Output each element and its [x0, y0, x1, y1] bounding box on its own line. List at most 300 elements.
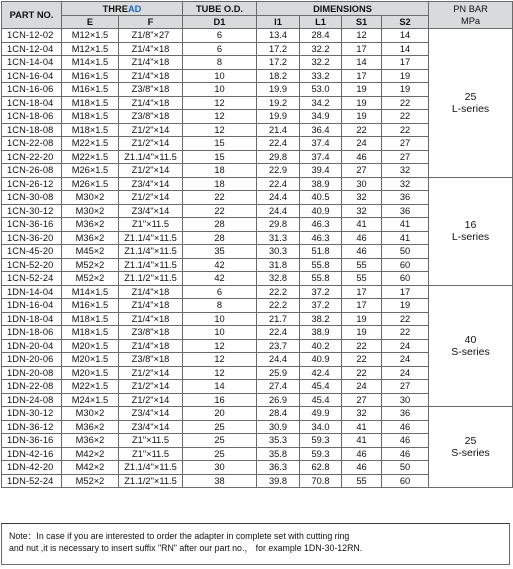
- cell-tube-od: 35: [183, 245, 257, 259]
- cell-thread-e: M16×1.5: [62, 83, 119, 97]
- header-tube-od: TUBE O.D.: [183, 2, 257, 16]
- cell-dim-s1: 22: [342, 123, 382, 137]
- cell-thread-e: M42×2: [62, 461, 119, 475]
- pressure-group: [2, 407, 513, 488]
- cell-part-no: 1CN-18-08: [2, 123, 62, 137]
- cell-thread-e: M20×1.5: [62, 353, 119, 367]
- cell-thread-e: M24×1.5: [62, 393, 119, 407]
- cell-dim-s2: 22: [382, 312, 429, 326]
- cell-tube-od: 28: [183, 231, 257, 245]
- cell-dim-l1-large: 40.5: [300, 191, 342, 205]
- cell-dim-l1-small: 29.8: [257, 150, 300, 164]
- cell-dim-l1-small: 36.3: [257, 461, 300, 475]
- cell-dim-l1-large: 51.8: [300, 245, 342, 259]
- cell-dim-s2: 19: [382, 69, 429, 83]
- cell-dim-l1-large: 37.4: [300, 137, 342, 151]
- cell-thread-f: Z1"×11.5: [119, 218, 183, 232]
- cell-dim-l1-large: 45.4: [300, 380, 342, 394]
- cell-thread-e: M30×2: [62, 204, 119, 218]
- cell-part-no: 1CN-30-08: [2, 191, 62, 205]
- cell-dim-s1: 30: [342, 177, 382, 191]
- cell-thread-f: Z1.1/4"×11.5: [119, 245, 183, 259]
- cell-dim-s2: 30: [382, 393, 429, 407]
- cell-thread-e: M26×1.5: [62, 164, 119, 178]
- cell-tube-od: 12: [183, 353, 257, 367]
- cell-dim-l1-small: 32.8: [257, 272, 300, 286]
- table-row: [2, 29, 513, 43]
- cell-dim-s1: 32: [342, 191, 382, 205]
- header-pn-bar: [429, 2, 513, 29]
- adapter-spec-table: [1, 1, 513, 488]
- cell-thread-f: Z3/8"×18: [119, 353, 183, 367]
- cell-dim-l1-large: 32.2: [300, 56, 342, 70]
- pn-series-label: S-series: [451, 447, 490, 459]
- cell-dim-l1-small: 26.9: [257, 393, 300, 407]
- pn-rating-cell: [429, 407, 513, 488]
- cell-dim-s2: 46: [382, 447, 429, 461]
- cell-dim-l1-small: 35.3: [257, 434, 300, 448]
- cell-tube-od: 14: [183, 380, 257, 394]
- cell-thread-e: M52×2: [62, 272, 119, 286]
- pn-series-label: L-series: [451, 231, 490, 243]
- cell-dim-s1: 22: [342, 366, 382, 380]
- cell-dim-l1-large: 59.3: [300, 447, 342, 461]
- cell-dim-l1-small: 24.4: [257, 204, 300, 218]
- cell-dim-s1: 22: [342, 353, 382, 367]
- cell-dim-s1: 12: [342, 29, 382, 43]
- table-row: [2, 177, 513, 191]
- pn-series-label: L-series: [451, 102, 490, 115]
- cell-dim-s2: 17: [382, 56, 429, 70]
- cell-dim-l1-small: 22.4: [257, 326, 300, 340]
- cell-thread-f: Z1/2"×14: [119, 123, 183, 137]
- cell-thread-e: M20×1.5: [62, 339, 119, 353]
- cell-tube-od: 38: [183, 474, 257, 488]
- header-thread-prefix: THRE: [102, 3, 128, 14]
- cell-part-no: 1DN-22-08: [2, 380, 62, 394]
- cell-part-no: 1CN-52-24: [2, 272, 62, 286]
- cell-dim-s1: 46: [342, 245, 382, 259]
- cell-tube-od: 15: [183, 137, 257, 151]
- cell-thread-f: Z1/4"×18: [119, 339, 183, 353]
- cell-dim-s1: 17: [342, 285, 382, 299]
- cell-tube-od: 6: [183, 42, 257, 56]
- cell-tube-od: 22: [183, 191, 257, 205]
- cell-dim-s1: 46: [342, 447, 382, 461]
- cell-tube-od: 12: [183, 123, 257, 137]
- header-dimensions: DIMENSIONS: [257, 2, 429, 16]
- header-sub-d1: D1: [183, 16, 257, 29]
- cell-thread-e: M22×1.5: [62, 150, 119, 164]
- cell-dim-s2: 19: [382, 83, 429, 97]
- cell-dim-s2: 22: [382, 110, 429, 124]
- cell-thread-e: M30×2: [62, 407, 119, 421]
- cell-dim-s2: 60: [382, 474, 429, 488]
- header-sub-l1-large: L1: [300, 16, 342, 29]
- cell-dim-s1: 19: [342, 110, 382, 124]
- cell-thread-f: Z3/8"×18: [119, 110, 183, 124]
- cell-dim-s1: 24: [342, 380, 382, 394]
- cell-dim-l1-large: 53.0: [300, 83, 342, 97]
- cell-thread-f: Z1.1/4"×11.5: [119, 258, 183, 272]
- cell-dim-s1: 27: [342, 164, 382, 178]
- cell-dim-s2: 32: [382, 164, 429, 178]
- cell-dim-l1-large: 49.9: [300, 407, 342, 421]
- cell-thread-e: M16×1.5: [62, 69, 119, 83]
- cell-tube-od: 10: [183, 69, 257, 83]
- cell-thread-e: M36×2: [62, 218, 119, 232]
- cell-dim-s2: 14: [382, 29, 429, 43]
- cell-thread-e: M18×1.5: [62, 123, 119, 137]
- cell-dim-l1-small: 19.9: [257, 83, 300, 97]
- cell-dim-s1: 41: [342, 420, 382, 434]
- cell-dim-l1-small: 21.4: [257, 123, 300, 137]
- cell-dim-l1-large: 34.2: [300, 96, 342, 110]
- cell-part-no: 1DN-36-16: [2, 434, 62, 448]
- cell-dim-l1-small: 18.2: [257, 69, 300, 83]
- cell-thread-f: Z3/8"×18: [119, 326, 183, 340]
- cell-thread-f: Z1/4"×18: [119, 42, 183, 56]
- cell-thread-f: Z1.1/4"×11.5: [119, 231, 183, 245]
- cell-dim-l1-small: 22.2: [257, 299, 300, 313]
- cell-dim-l1-large: 28.4: [300, 29, 342, 43]
- cell-tube-od: 18: [183, 177, 257, 191]
- cell-tube-od: 12: [183, 110, 257, 124]
- cell-thread-e: M18×1.5: [62, 110, 119, 124]
- cell-dim-l1-large: 37.4: [300, 150, 342, 164]
- cell-dim-s2: 27: [382, 150, 429, 164]
- cell-dim-s2: 22: [382, 326, 429, 340]
- cell-part-no: 1CN-30-12: [2, 204, 62, 218]
- cell-tube-od: 8: [183, 299, 257, 313]
- cell-part-no: 1DN-24-08: [2, 393, 62, 407]
- cell-dim-l1-large: 46.3: [300, 231, 342, 245]
- cell-tube-od: 15: [183, 150, 257, 164]
- cell-tube-od: 16: [183, 393, 257, 407]
- cell-tube-od: 8: [183, 56, 257, 70]
- cell-thread-e: M52×2: [62, 258, 119, 272]
- table-header: [2, 2, 513, 29]
- cell-part-no: 1DN-18-04: [2, 312, 62, 326]
- cell-dim-s2: 22: [382, 96, 429, 110]
- cell-tube-od: 25: [183, 434, 257, 448]
- cell-dim-l1-small: 30.3: [257, 245, 300, 259]
- cell-tube-od: 42: [183, 258, 257, 272]
- cell-dim-s1: 46: [342, 150, 382, 164]
- cell-dim-s2: 60: [382, 272, 429, 286]
- cell-dim-l1-small: 28.4: [257, 407, 300, 421]
- cell-thread-f: Z1/4"×18: [119, 285, 183, 299]
- cell-dim-s1: 14: [342, 56, 382, 70]
- cell-part-no: 1CN-22-08: [2, 137, 62, 151]
- cell-part-no: 1DN-42-16: [2, 447, 62, 461]
- cell-dim-s2: 32: [382, 177, 429, 191]
- cell-tube-od: 25: [183, 420, 257, 434]
- cell-dim-l1-large: 37.2: [300, 285, 342, 299]
- pn-rating-cell: [429, 177, 513, 285]
- cell-dim-l1-small: 24.4: [257, 353, 300, 367]
- header-thread: [62, 2, 183, 16]
- cell-thread-f: Z1/4"×18: [119, 69, 183, 83]
- cell-thread-e: M30×2: [62, 191, 119, 205]
- cell-dim-l1-small: 19.2: [257, 96, 300, 110]
- cell-thread-f: Z1/4"×18: [119, 96, 183, 110]
- cell-dim-s2: 46: [382, 434, 429, 448]
- cell-dim-s2: 19: [382, 299, 429, 313]
- cell-thread-e: M18×1.5: [62, 326, 119, 340]
- cell-tube-od: 10: [183, 326, 257, 340]
- cell-tube-od: 12: [183, 96, 257, 110]
- cell-dim-s1: 17: [342, 299, 382, 313]
- order-note-line-2: and nut ,it is necessary to insert suffix "RN" after our part no.， for example 1DN-30-12RN.: [9, 543, 363, 553]
- cell-dim-s2: 24: [382, 353, 429, 367]
- pn-rating-value: 25: [464, 435, 477, 447]
- cell-dim-l1-large: 38.9: [300, 177, 342, 191]
- cell-dim-s2: 50: [382, 245, 429, 259]
- cell-dim-l1-small: 31.3: [257, 231, 300, 245]
- cell-dim-s2: 17: [382, 285, 429, 299]
- cell-part-no: 1CN-52-20: [2, 258, 62, 272]
- cell-thread-e: M52×2: [62, 474, 119, 488]
- cell-dim-l1-large: 34.0: [300, 420, 342, 434]
- cell-dim-l1-small: 23.7: [257, 339, 300, 353]
- cell-dim-l1-large: 62.8: [300, 461, 342, 475]
- cell-dim-l1-large: 39.4: [300, 164, 342, 178]
- cell-thread-f: Z3/8"×18: [119, 83, 183, 97]
- cell-thread-f: Z1"×11.5: [119, 434, 183, 448]
- cell-thread-f: Z1.1/2"×11.5: [119, 272, 183, 286]
- cell-thread-e: M45×2: [62, 245, 119, 259]
- cell-dim-l1-large: 46.3: [300, 218, 342, 232]
- cell-thread-e: M12×1.5: [62, 42, 119, 56]
- cell-dim-l1-large: 55.8: [300, 258, 342, 272]
- cell-dim-l1-small: 22.2: [257, 285, 300, 299]
- cell-part-no: 1CN-16-06: [2, 83, 62, 97]
- cell-part-no: 1DN-18-06: [2, 326, 62, 340]
- cell-part-no: 1DN-36-12: [2, 420, 62, 434]
- order-note-line-1: Note：In case if you are interested to order the adapter in complete set with cutting ring: [9, 531, 350, 541]
- cell-dim-l1-small: 25.9: [257, 366, 300, 380]
- cell-part-no: 1CN-12-04: [2, 42, 62, 56]
- pressure-group: [2, 177, 513, 285]
- cell-dim-s1: 17: [342, 42, 382, 56]
- cell-dim-s2: 27: [382, 137, 429, 151]
- cell-dim-l1-large: 38.9: [300, 326, 342, 340]
- cell-part-no: 1DN-20-06: [2, 353, 62, 367]
- cell-thread-f: Z1/2"×14: [119, 191, 183, 205]
- cell-dim-l1-small: 24.4: [257, 191, 300, 205]
- cell-dim-l1-small: 13.4: [257, 29, 300, 43]
- cell-thread-e: M36×2: [62, 231, 119, 245]
- cell-tube-od: 6: [183, 285, 257, 299]
- cell-thread-f: Z3/4"×14: [119, 204, 183, 218]
- cell-part-no: 1DN-14-04: [2, 285, 62, 299]
- cell-dim-s2: 41: [382, 231, 429, 245]
- cell-dim-s1: 55: [342, 272, 382, 286]
- cell-tube-od: 25: [183, 447, 257, 461]
- cell-thread-e: M26×1.5: [62, 177, 119, 191]
- cell-dim-s1: 41: [342, 218, 382, 232]
- cell-dim-l1-small: 31.8: [257, 258, 300, 272]
- cell-tube-od: 10: [183, 83, 257, 97]
- cell-dim-s2: 14: [382, 42, 429, 56]
- cell-dim-l1-large: 38.2: [300, 312, 342, 326]
- pn-rating-cell: [429, 285, 513, 407]
- cell-tube-od: 42: [183, 272, 257, 286]
- cell-thread-f: Z1/2"×14: [119, 380, 183, 394]
- cell-tube-od: 12: [183, 366, 257, 380]
- cell-thread-f: Z1/2"×14: [119, 164, 183, 178]
- cell-part-no: 1DN-20-04: [2, 339, 62, 353]
- cell-part-no: 1DN-52-24: [2, 474, 62, 488]
- cell-tube-od: 20: [183, 407, 257, 421]
- cell-dim-l1-small: 21.7: [257, 312, 300, 326]
- cell-dim-l1-large: 40.2: [300, 339, 342, 353]
- cell-dim-l1-small: 22.9: [257, 164, 300, 178]
- cell-thread-e: M14×1.5: [62, 56, 119, 70]
- pn-rating-value: 16: [464, 219, 477, 231]
- cell-dim-s2: 24: [382, 339, 429, 353]
- cell-tube-od: 12: [183, 339, 257, 353]
- cell-tube-od: 22: [183, 204, 257, 218]
- cell-dim-s2: 41: [382, 218, 429, 232]
- cell-dim-l1-small: 19.9: [257, 110, 300, 124]
- header-sub-l1-small: l1: [257, 16, 300, 29]
- cell-dim-l1-large: 70.8: [300, 474, 342, 488]
- cell-thread-f: Z1/2"×14: [119, 393, 183, 407]
- cell-dim-l1-small: 30.9: [257, 420, 300, 434]
- table-row: [2, 407, 513, 421]
- cell-dim-s1: 46: [342, 461, 382, 475]
- cell-thread-f: Z1.1/4"×11.5: [119, 461, 183, 475]
- header-sub-s2: S2: [382, 16, 429, 29]
- cell-part-no: 1CN-22-20: [2, 150, 62, 164]
- cell-dim-s1: 19: [342, 326, 382, 340]
- cell-part-no: 1DN-42-20: [2, 461, 62, 475]
- pn-rating-value: 25: [464, 90, 477, 103]
- pressure-group: [2, 285, 513, 407]
- cell-dim-s2: 60: [382, 258, 429, 272]
- cell-dim-s1: 19: [342, 96, 382, 110]
- cell-thread-f: Z3/4"×14: [119, 177, 183, 191]
- header-part-no: PART NO.: [2, 2, 62, 29]
- cell-thread-f: Z1/2"×14: [119, 366, 183, 380]
- cell-thread-f: Z1/4"×18: [119, 299, 183, 313]
- cell-dim-s2: 46: [382, 420, 429, 434]
- cell-dim-s1: 55: [342, 474, 382, 488]
- cell-dim-l1-large: 36.4: [300, 123, 342, 137]
- cell-dim-s1: 22: [342, 339, 382, 353]
- spec-sheet: [1, 1, 512, 567]
- pressure-group: [2, 29, 513, 178]
- cell-thread-e: M14×1.5: [62, 285, 119, 299]
- cell-dim-s1: 19: [342, 312, 382, 326]
- cell-thread-e: M36×2: [62, 420, 119, 434]
- cell-dim-l1-large: 34.9: [300, 110, 342, 124]
- cell-thread-f: Z3/4"×14: [119, 407, 183, 421]
- cell-part-no: 1CN-26-08: [2, 164, 62, 178]
- cell-tube-od: 18: [183, 164, 257, 178]
- cell-thread-f: Z1"×11.5: [119, 447, 183, 461]
- cell-part-no: 1CN-36-20: [2, 231, 62, 245]
- cell-dim-s2: 27: [382, 380, 429, 394]
- pn-rating-cell: [429, 29, 513, 178]
- cell-dim-l1-large: 32.2: [300, 42, 342, 56]
- cell-thread-f: Z1/2"×14: [119, 137, 183, 151]
- cell-thread-e: M22×1.5: [62, 380, 119, 394]
- cell-thread-e: M18×1.5: [62, 96, 119, 110]
- cell-dim-s1: 32: [342, 204, 382, 218]
- cell-thread-f: Z1.1/2"×11.5: [119, 474, 183, 488]
- table-row: [2, 285, 513, 299]
- cell-part-no: 1CN-26-12: [2, 177, 62, 191]
- cell-thread-f: Z3/4"×14: [119, 420, 183, 434]
- cell-dim-l1-small: 17.2: [257, 42, 300, 56]
- cell-dim-l1-large: 45.4: [300, 393, 342, 407]
- cell-part-no: 1DN-20-08: [2, 366, 62, 380]
- cell-dim-l1-large: 42.4: [300, 366, 342, 380]
- cell-dim-s1: 19: [342, 83, 382, 97]
- cell-part-no: 1CN-12-02: [2, 29, 62, 43]
- cell-part-no: 1CN-36-16: [2, 218, 62, 232]
- cell-thread-f: Z1.1/4"×11.5: [119, 150, 183, 164]
- cell-thread-f: Z1/8"×27: [119, 29, 183, 43]
- cell-part-no: 1DN-16-04: [2, 299, 62, 313]
- cell-dim-s2: 36: [382, 191, 429, 205]
- header-sub-e: E: [62, 16, 119, 29]
- header-thread-brand: AD: [127, 3, 142, 14]
- cell-part-no: 1DN-30-12: [2, 407, 62, 421]
- cell-part-no: 1CN-14-04: [2, 56, 62, 70]
- cell-dim-l1-small: 17.2: [257, 56, 300, 70]
- cell-dim-s2: 36: [382, 407, 429, 421]
- header-pn-bar-label: PN BAR: [453, 4, 488, 14]
- cell-dim-s1: 24: [342, 137, 382, 151]
- pn-series-label: S-series: [451, 345, 490, 358]
- cell-dim-s1: 27: [342, 393, 382, 407]
- cell-tube-od: 28: [183, 218, 257, 232]
- cell-part-no: 1CN-18-04: [2, 96, 62, 110]
- cell-thread-e: M42×2: [62, 447, 119, 461]
- cell-dim-s1: 32: [342, 407, 382, 421]
- cell-dim-l1-large: 55.8: [300, 272, 342, 286]
- cell-thread-e: M36×2: [62, 434, 119, 448]
- cell-dim-l1-small: 22.4: [257, 137, 300, 151]
- cell-dim-l1-large: 59.3: [300, 434, 342, 448]
- pn-rating-value: 40: [464, 333, 477, 346]
- header-mpa-label: MPa: [460, 16, 481, 26]
- header-sub-f: F: [119, 16, 183, 29]
- header-sub-s1: S1: [342, 16, 382, 29]
- cell-tube-od: 6: [183, 29, 257, 43]
- cell-dim-l1-small: 35.8: [257, 447, 300, 461]
- cell-tube-od: 10: [183, 312, 257, 326]
- cell-thread-e: M12×1.5: [62, 29, 119, 43]
- cell-dim-l1-large: 37.2: [300, 299, 342, 313]
- cell-tube-od: 30: [183, 461, 257, 475]
- cell-dim-s1: 46: [342, 231, 382, 245]
- cell-dim-l1-small: 39.8: [257, 474, 300, 488]
- cell-dim-s2: 36: [382, 204, 429, 218]
- cell-thread-f: Z1/4"×18: [119, 56, 183, 70]
- cell-dim-s2: 50: [382, 461, 429, 475]
- cell-thread-e: M20×1.5: [62, 366, 119, 380]
- cell-dim-l1-small: 22.4: [257, 177, 300, 191]
- cell-thread-e: M22×1.5: [62, 137, 119, 151]
- cell-dim-s1: 55: [342, 258, 382, 272]
- cell-dim-l1-small: 27.4: [257, 380, 300, 394]
- cell-dim-s1: 41: [342, 434, 382, 448]
